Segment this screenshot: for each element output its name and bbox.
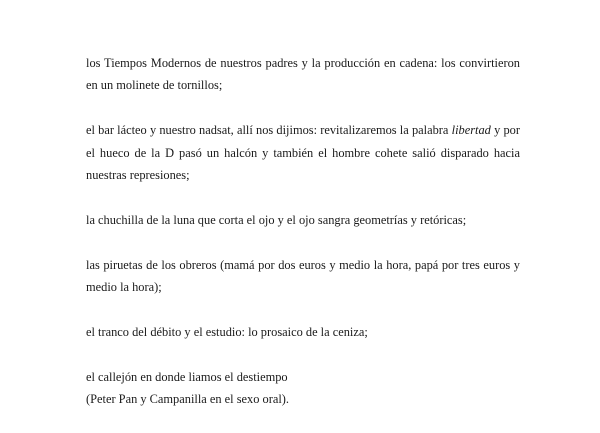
stanza-2 (86, 119, 520, 186)
stanza-3-line-1: la chuchilla de la luna que corta el ojo y el ojo sangra geometrías y retóricas; (86, 212, 467, 227)
stanza-2-line-1 (86, 119, 520, 141)
stanza-2-line-1-before: el bar lácteo y nuestro nadsat, allí nos dijimos: revitalizaremos la palabra (86, 123, 452, 138)
document-page (86, 52, 520, 433)
stanza-2-line-2: el hueco de la D pasó un halcón y también el hombre cohete salió disparado hacia (86, 145, 520, 160)
stanza-6-line-2: (Peter Pan y Campanilla en el sexo oral). (86, 392, 290, 407)
stanza-6-line-1: el callejón en donde liamos el destiempo (86, 369, 288, 384)
stanza-6 (86, 366, 520, 411)
stanza-4 (86, 254, 520, 299)
stanza-1 (86, 52, 520, 97)
stanza-1-line-1: los Tiempos Modernos de nuestros padres y la producción en cadena: los convirtieron (86, 56, 520, 70)
stanza-2-line-3: nuestras represiones; (86, 168, 190, 183)
stanza-4-line-1: las piruetas de los obreros (mamá por dos euros y medio la hora, papá por tres euros y (86, 257, 520, 272)
stanza-2-emphasis-libertad: libertad (451, 123, 491, 138)
stanza-5 (86, 321, 520, 343)
stanza-4-line-2: medio la hora); (86, 280, 162, 295)
stanza-2-line-1-after: y por (490, 123, 520, 138)
stanza-3 (86, 209, 520, 231)
stanza-1-line-2: en un molinete de tornillos; (86, 78, 223, 93)
stanza-5-line-1: el tranco del débito y el estudio: lo prosaico de la ceniza; (86, 324, 368, 339)
